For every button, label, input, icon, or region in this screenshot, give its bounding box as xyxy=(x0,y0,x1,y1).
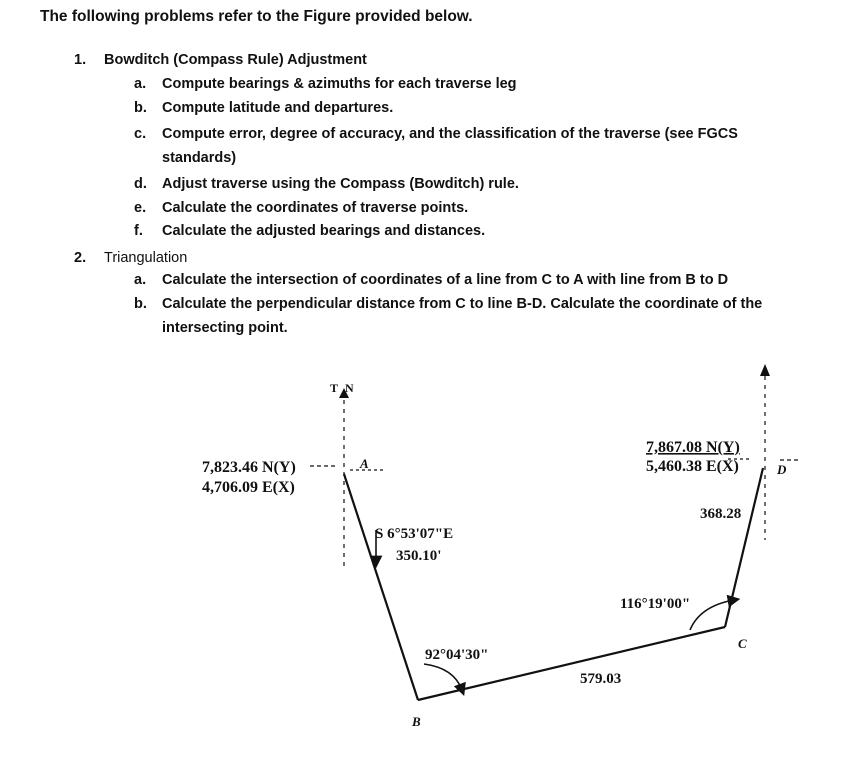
problem-2-title: Triangulation xyxy=(104,250,188,266)
leg-ab-bearing: S 6°53'07"E xyxy=(375,526,454,542)
problem-2-number: 2. xyxy=(74,250,87,266)
problem-1d-text: Adjust traverse using the Compass (Bowditch) rule. xyxy=(162,176,519,192)
problem-1e-letter: e. xyxy=(134,200,147,216)
leg-cd-distance: 368.28 xyxy=(700,506,742,522)
instructions-heading: The following problems refer to the Figure provided below. xyxy=(40,8,473,25)
problem-1c-text: Compute error, degree of accuracy, and the classification of the traverse (see FGCS xyxy=(162,126,738,142)
problem-2b-text: Calculate the perpendicular distance from C to line B-D. Calculate the coordinate of the xyxy=(162,296,763,312)
north-arrow-d-icon xyxy=(760,364,770,376)
problem-1b-letter: b. xyxy=(134,100,147,116)
point-d-label: D xyxy=(777,462,787,477)
point-c-label: C xyxy=(738,636,747,651)
point-d-northing: 7,867.08 N(Y) xyxy=(646,439,740,456)
problem-1b-text: Compute latitude and departures. xyxy=(162,100,394,116)
problem-1-title: Bowditch (Compass Rule) Adjustment xyxy=(104,52,367,68)
problem-1e-text: Calculate the coordinates of traverse points. xyxy=(162,200,469,216)
problem-1f-text: Calculate the adjusted bearings and distances. xyxy=(162,223,486,239)
leg-b-c xyxy=(418,627,725,700)
angle-b-value: 92°04'30" xyxy=(425,647,489,663)
problem-1a-text: Compute bearings & azimuths for each traverse leg xyxy=(162,76,517,92)
point-a-label: A xyxy=(360,456,369,471)
leg-a-b xyxy=(344,474,418,700)
leg-bc-distance: 579.03 xyxy=(580,671,622,687)
problem-2b-letter: b. xyxy=(134,296,147,312)
problem-1d-letter: d. xyxy=(134,176,147,192)
problem-2a-letter: a. xyxy=(134,272,147,288)
problem-1f-letter: f. xyxy=(134,223,143,239)
point-d-easting: 5,460.38 E(X) xyxy=(646,458,739,475)
angle-c-value: 116°19'00" xyxy=(620,596,691,612)
problem-1a-letter: a. xyxy=(134,76,147,92)
problem-2a-text: Calculate the intersection of coordinates of a line from C to A with line from B to D xyxy=(162,272,729,288)
point-b-label: B xyxy=(412,714,421,729)
angle-arc-b xyxy=(424,664,462,690)
leg-c-d xyxy=(725,468,763,627)
problem-1c-text-continued: standards) xyxy=(162,150,237,166)
problem-1c-letter: c. xyxy=(134,126,147,142)
point-a-northing: 7,823.46 N(Y) xyxy=(202,459,296,476)
leg-ab-distance: 350.10' xyxy=(396,548,442,564)
north-label-n: N xyxy=(345,381,354,395)
problem-2b-text-continued: intersecting point. xyxy=(162,320,288,336)
point-a-easting: 4,706.09 E(X) xyxy=(202,479,295,496)
north-label-t: T xyxy=(330,381,339,395)
problem-1-number: 1. xyxy=(74,52,87,68)
